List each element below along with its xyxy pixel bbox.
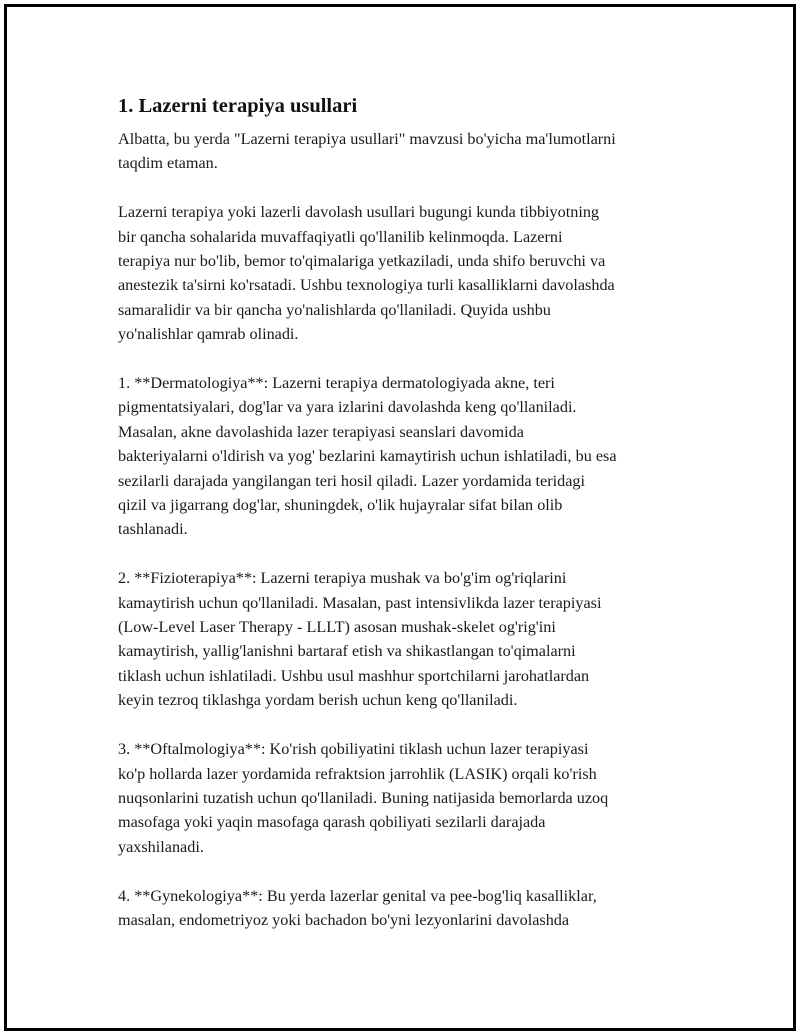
text-line: anestezik ta'sirni ko'rsatadi. Ushbu texnologiya turli kasalliklarni davolashda: [118, 276, 615, 295]
text-line: qizil va jigarrang dog'lar, shuningdek, o'lik hujayralar sifat bilan olib: [118, 496, 563, 515]
document-title: 1. Lazerni terapiya usullari: [118, 95, 358, 117]
text-line: 3. **Oftalmologiya**: Ko'rish qobiliyatini tiklash uchun lazer terapiyasi: [118, 740, 589, 759]
text-line: masofaga yoki yaqin masofaga qarash qobiliyati sezilarli darajada: [118, 813, 546, 832]
text-line: Albatta, bu yerda "Lazerni terapiya usullari" mavzusi bo'yicha ma'lumotlarni: [118, 130, 616, 148]
text-line: terapiya nur bo'lib, bemor to'qimalariga yetkaziladi, unda shifo beruvchi va: [118, 252, 606, 271]
text-line: keyin tezroq tiklashga yordam berish uchun keng qo'llaniladi.: [118, 691, 518, 710]
text-line: 4. **Gynekologiya**: Bu yerda lazerlar genital va pee-bog'liq kasalliklar,: [118, 886, 597, 905]
document-body: [118, 92, 708, 932]
text-line: bir qancha sohalarida muvaffaqiyatli qo'llanilib kelinmoqda. Lazerni: [118, 227, 563, 246]
dermatology-paragraph: [118, 371, 708, 542]
text-line: 1. **Dermatologiya**: Lazerni terapiya dermatologiyada akne, teri: [118, 374, 555, 393]
ophthalmology-paragraph: [118, 737, 708, 859]
overview-paragraph: [118, 200, 708, 346]
text-line: Masalan, akne davolashida lazer terapiyasi seanslari davomida: [118, 422, 524, 441]
text-line: nuqsonlarini tuzatish uchun qo'llaniladi. Buning natijasida bemorlarda uzoq: [118, 788, 609, 807]
text-line: kamaytirish uchun qo'llaniladi. Masalan, past intensivlikda lazer terapiyasi: [118, 593, 602, 612]
text-line: ko'p hollarda lazer yordamida refraktsion jarrohlik (LASIK) orqali ko'rish: [118, 764, 597, 783]
text-line: bakteriyalarni o'ldirish va yog' bezlarini kamaytirish uchun ishlatiladi, bu esa: [118, 447, 617, 466]
text-line: masalan, endometriyoz yoki bachadon bo'yni lezyonlarini davolashda: [118, 910, 570, 929]
intro-paragraph: [118, 127, 708, 176]
text-line: (Low-Level Laser Therapy - LLLT) asosan mushak-skelet og'rig'ini: [118, 618, 556, 637]
text-line: Lazerni terapiya yoki lazerli davolash usullari bugungi kunda tibbiyotning: [118, 203, 600, 222]
physiotherapy-paragraph: [118, 566, 708, 712]
text-line: sezilarli darajada yangilangan teri hosil qiladi. Lazer yordamida teridagi: [118, 471, 585, 490]
text-line: samaralidir va bir qancha yo'nalishlarda qo'llaniladi. Quyida ushbu: [118, 300, 551, 319]
gynecology-paragraph: [118, 884, 708, 933]
text-line: tiklash uchun ishlatiladi. Ushbu usul mashhur sportchilarni jarohatlardan: [118, 666, 590, 685]
text-line: kamaytirish, yallig'lanishni bartaraf etish va shikastlangan to'qimalarni: [118, 642, 576, 661]
text-line: tashlanadi.: [118, 520, 188, 539]
text-line: 2. **Fizioterapiya**: Lazerni terapiya mushak va bo'g'im og'riqlarini: [118, 569, 567, 588]
text-line: yaxshilanadi.: [118, 837, 204, 856]
text-line: yo'nalishlar qamrab olinadi.: [118, 325, 299, 344]
text-line: taqdim etaman.: [118, 154, 218, 173]
text-line: pigmentatsiyalari, dog'lar va yara izlarini davolashda keng qo'llaniladi.: [118, 398, 577, 417]
